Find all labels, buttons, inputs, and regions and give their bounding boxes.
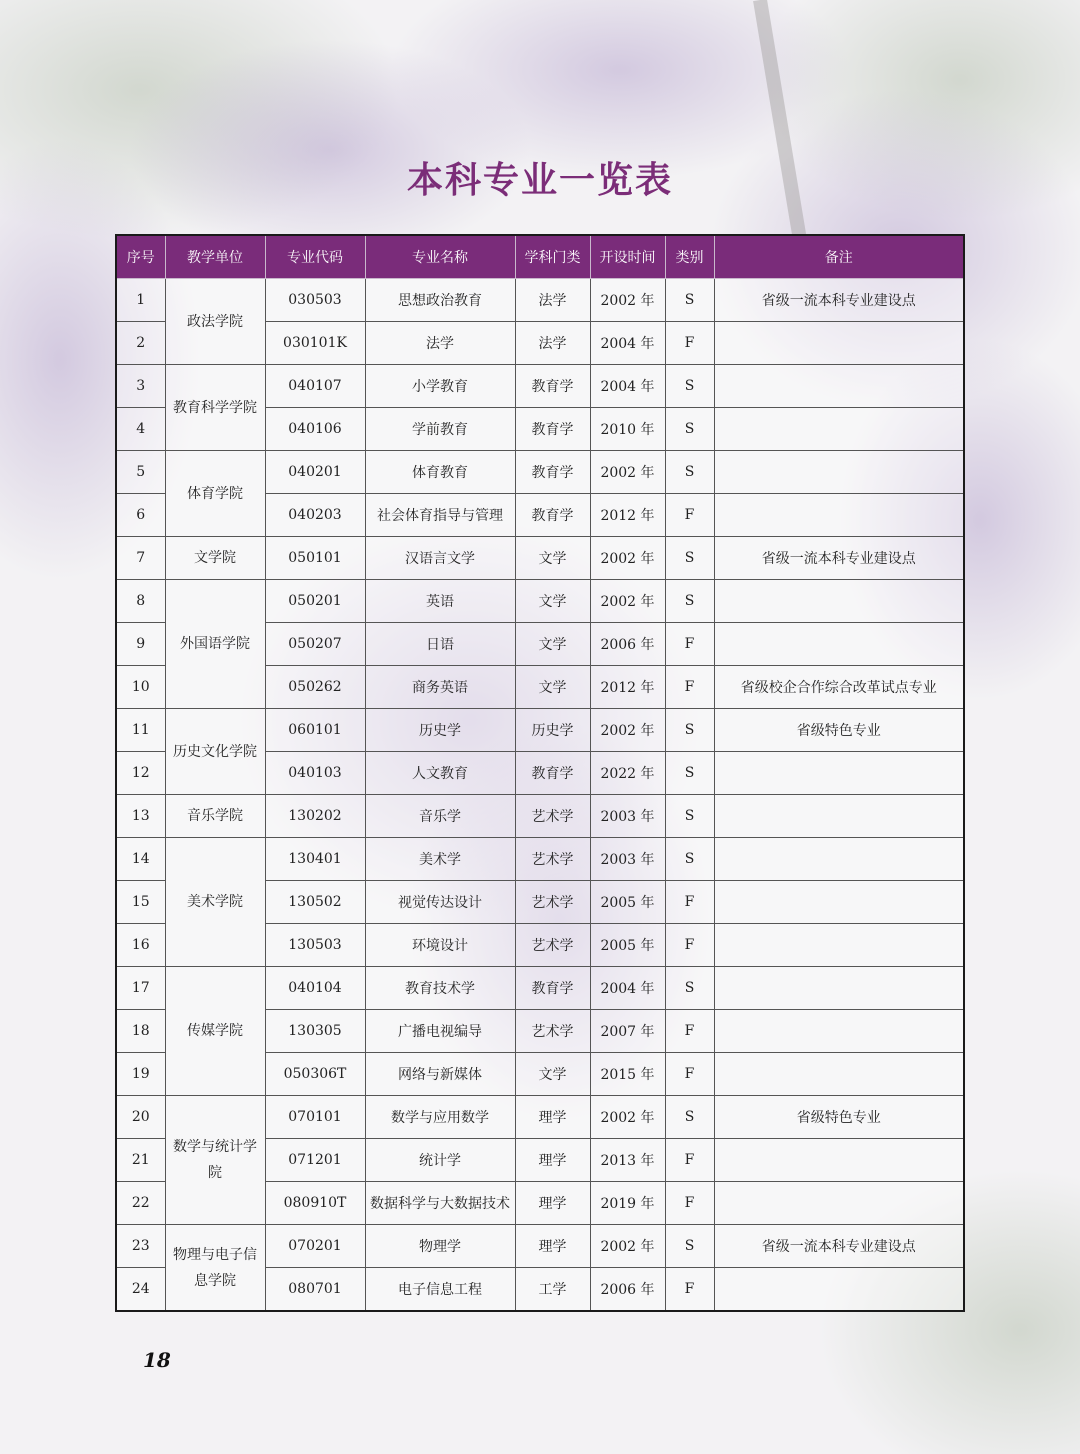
row-number-cell: 10 xyxy=(116,666,165,709)
row-number-cell: 15 xyxy=(116,881,165,924)
table-row xyxy=(116,580,964,623)
header-cell: 专业代码 xyxy=(265,235,365,279)
major-type-cell: S xyxy=(665,580,714,623)
discipline-category-cell: 教育学 xyxy=(515,365,590,408)
remark-cell xyxy=(714,924,964,967)
major-code-cell: 030101K xyxy=(265,322,365,365)
header-cell: 备注 xyxy=(714,235,964,279)
major-type-cell: F xyxy=(665,322,714,365)
major-name-cell: 商务英语 xyxy=(365,666,515,709)
major-name-cell: 音乐学 xyxy=(365,795,515,838)
teaching-unit-cell: 历史文化学院 xyxy=(165,709,265,795)
major-code-cell: 040106 xyxy=(265,408,365,451)
header-cell: 专业名称 xyxy=(365,235,515,279)
teaching-unit-cell: 美术学院 xyxy=(165,838,265,967)
discipline-category-cell: 教育学 xyxy=(515,494,590,537)
header-cell: 序号 xyxy=(116,235,165,279)
major-code-cell: 130305 xyxy=(265,1010,365,1053)
discipline-category-cell: 艺术学 xyxy=(515,838,590,881)
major-code-cell: 050201 xyxy=(265,580,365,623)
remark-cell xyxy=(714,1268,964,1312)
major-name-cell: 法学 xyxy=(365,322,515,365)
major-type-cell: S xyxy=(665,408,714,451)
major-code-cell: 130502 xyxy=(265,881,365,924)
major-type-cell: S xyxy=(665,967,714,1010)
major-type-cell: F xyxy=(665,1182,714,1225)
start-year-cell: 2006 年 xyxy=(590,1268,665,1312)
start-year-cell: 2012 年 xyxy=(590,666,665,709)
start-year-cell: 2002 年 xyxy=(590,537,665,580)
table-row xyxy=(116,795,964,838)
remark-cell xyxy=(714,752,964,795)
major-code-cell: 130202 xyxy=(265,795,365,838)
start-year-cell: 2003 年 xyxy=(590,838,665,881)
discipline-category-cell: 理学 xyxy=(515,1182,590,1225)
discipline-category-cell: 文学 xyxy=(515,1053,590,1096)
remark-cell: 省级校企合作综合改革试点专业 xyxy=(714,666,964,709)
remark-cell xyxy=(714,881,964,924)
major-type-cell: F xyxy=(665,1139,714,1182)
major-type-cell: S xyxy=(665,537,714,580)
row-number-cell: 23 xyxy=(116,1225,165,1268)
major-code-cell: 071201 xyxy=(265,1139,365,1182)
major-code-cell: 130503 xyxy=(265,924,365,967)
row-number-cell: 2 xyxy=(116,322,165,365)
major-name-cell: 广播电视编导 xyxy=(365,1010,515,1053)
remark-cell xyxy=(714,322,964,365)
row-number-cell: 12 xyxy=(116,752,165,795)
row-number-cell: 9 xyxy=(116,623,165,666)
major-name-cell: 物理学 xyxy=(365,1225,515,1268)
page-title: 本科专业一览表 xyxy=(406,160,673,201)
discipline-category-cell: 教育学 xyxy=(515,967,590,1010)
major-type-cell: F xyxy=(665,881,714,924)
remark-cell: 省级特色专业 xyxy=(714,709,964,752)
discipline-category-cell: 艺术学 xyxy=(515,795,590,838)
major-type-cell: S xyxy=(665,1096,714,1139)
row-number-cell: 21 xyxy=(116,1139,165,1182)
major-code-cell: 080701 xyxy=(265,1268,365,1312)
major-name-cell: 日语 xyxy=(365,623,515,666)
major-type-cell: S xyxy=(665,709,714,752)
major-code-cell: 070101 xyxy=(265,1096,365,1139)
row-number-cell: 3 xyxy=(116,365,165,408)
major-code-cell: 040104 xyxy=(265,967,365,1010)
row-number-cell: 13 xyxy=(116,795,165,838)
start-year-cell: 2004 年 xyxy=(590,322,665,365)
major-type-cell: S xyxy=(665,752,714,795)
major-type-cell: F xyxy=(665,924,714,967)
start-year-cell: 2004 年 xyxy=(590,365,665,408)
remark-cell xyxy=(714,967,964,1010)
table-row xyxy=(116,1096,964,1139)
teaching-unit-cell: 教育科学学院 xyxy=(165,365,265,451)
table-row xyxy=(116,537,964,580)
major-name-cell: 英语 xyxy=(365,580,515,623)
remark-cell xyxy=(714,623,964,666)
table-row xyxy=(116,709,964,752)
row-number-cell: 7 xyxy=(116,537,165,580)
discipline-category-cell: 艺术学 xyxy=(515,881,590,924)
major-name-cell: 电子信息工程 xyxy=(365,1268,515,1312)
row-number-cell: 5 xyxy=(116,451,165,494)
major-name-cell: 思想政治教育 xyxy=(365,279,515,322)
discipline-category-cell: 艺术学 xyxy=(515,1010,590,1053)
row-number-cell: 4 xyxy=(116,408,165,451)
major-type-cell: S xyxy=(665,1225,714,1268)
teaching-unit-cell: 外国语学院 xyxy=(165,580,265,709)
start-year-cell: 2007 年 xyxy=(590,1010,665,1053)
discipline-category-cell: 教育学 xyxy=(515,752,590,795)
teaching-unit-cell: 物理与电子信息学院 xyxy=(165,1225,265,1312)
major-name-cell: 人文教育 xyxy=(365,752,515,795)
major-name-cell: 数学与应用数学 xyxy=(365,1096,515,1139)
major-code-cell: 040103 xyxy=(265,752,365,795)
row-number-cell: 18 xyxy=(116,1010,165,1053)
start-year-cell: 2012 年 xyxy=(590,494,665,537)
row-number-cell: 6 xyxy=(116,494,165,537)
start-year-cell: 2006 年 xyxy=(590,623,665,666)
discipline-category-cell: 历史学 xyxy=(515,709,590,752)
remark-cell: 省级特色专业 xyxy=(714,1096,964,1139)
start-year-cell: 2013 年 xyxy=(590,1139,665,1182)
major-code-cell: 060101 xyxy=(265,709,365,752)
major-name-cell: 美术学 xyxy=(365,838,515,881)
start-year-cell: 2022 年 xyxy=(590,752,665,795)
row-number-cell: 24 xyxy=(116,1268,165,1312)
start-year-cell: 2002 年 xyxy=(590,279,665,322)
row-number-cell: 16 xyxy=(116,924,165,967)
remark-cell xyxy=(714,580,964,623)
discipline-category-cell: 法学 xyxy=(515,279,590,322)
row-number-cell: 8 xyxy=(116,580,165,623)
major-name-cell: 环境设计 xyxy=(365,924,515,967)
major-code-cell: 050207 xyxy=(265,623,365,666)
majors-table xyxy=(115,234,965,1312)
table-row xyxy=(116,1225,964,1268)
row-number-cell: 17 xyxy=(116,967,165,1010)
remark-cell: 省级一流本科专业建设点 xyxy=(714,537,964,580)
table-row xyxy=(116,967,964,1010)
discipline-category-cell: 艺术学 xyxy=(515,924,590,967)
teaching-unit-cell: 音乐学院 xyxy=(165,795,265,838)
major-type-cell: S xyxy=(665,451,714,494)
start-year-cell: 2002 年 xyxy=(590,580,665,623)
discipline-category-cell: 理学 xyxy=(515,1096,590,1139)
major-type-cell: S xyxy=(665,365,714,408)
table-header-row xyxy=(116,235,964,279)
start-year-cell: 2019 年 xyxy=(590,1182,665,1225)
major-type-cell: F xyxy=(665,666,714,709)
remark-cell xyxy=(714,1182,964,1225)
teaching-unit-cell: 传媒学院 xyxy=(165,967,265,1096)
major-name-cell: 社会体育指导与管理 xyxy=(365,494,515,537)
remark-cell xyxy=(714,838,964,881)
major-type-cell: F xyxy=(665,1053,714,1096)
start-year-cell: 2003 年 xyxy=(590,795,665,838)
major-type-cell: F xyxy=(665,1010,714,1053)
discipline-category-cell: 文学 xyxy=(515,623,590,666)
row-number-cell: 14 xyxy=(116,838,165,881)
remark-cell xyxy=(714,408,964,451)
start-year-cell: 2002 年 xyxy=(590,1096,665,1139)
teaching-unit-cell: 政法学院 xyxy=(165,279,265,365)
major-code-cell: 040201 xyxy=(265,451,365,494)
major-name-cell: 网络与新媒体 xyxy=(365,1053,515,1096)
major-code-cell: 080910T xyxy=(265,1182,365,1225)
row-number-cell: 19 xyxy=(116,1053,165,1096)
discipline-category-cell: 法学 xyxy=(515,322,590,365)
header-cell: 开设时间 xyxy=(590,235,665,279)
remark-cell: 省级一流本科专业建设点 xyxy=(714,1225,964,1268)
remark-cell xyxy=(714,365,964,408)
teaching-unit-cell: 体育学院 xyxy=(165,451,265,537)
major-name-cell: 视觉传达设计 xyxy=(365,881,515,924)
row-number-cell: 22 xyxy=(116,1182,165,1225)
start-year-cell: 2015 年 xyxy=(590,1053,665,1096)
start-year-cell: 2002 年 xyxy=(590,709,665,752)
major-type-cell: S xyxy=(665,279,714,322)
discipline-category-cell: 理学 xyxy=(515,1225,590,1268)
start-year-cell: 2005 年 xyxy=(590,924,665,967)
discipline-category-cell: 教育学 xyxy=(515,451,590,494)
header-cell: 类别 xyxy=(665,235,714,279)
remark-cell xyxy=(714,494,964,537)
header-cell: 学科门类 xyxy=(515,235,590,279)
major-type-cell: F xyxy=(665,494,714,537)
remark-cell xyxy=(714,795,964,838)
major-code-cell: 040107 xyxy=(265,365,365,408)
table-row xyxy=(116,838,964,881)
major-name-cell: 小学教育 xyxy=(365,365,515,408)
discipline-category-cell: 理学 xyxy=(515,1139,590,1182)
major-code-cell: 050262 xyxy=(265,666,365,709)
major-code-cell: 030503 xyxy=(265,279,365,322)
major-type-cell: F xyxy=(665,623,714,666)
major-name-cell: 历史学 xyxy=(365,709,515,752)
page-number: 18 xyxy=(143,1348,171,1372)
table-row xyxy=(116,279,964,322)
discipline-category-cell: 工学 xyxy=(515,1268,590,1312)
discipline-category-cell: 教育学 xyxy=(515,408,590,451)
row-number-cell: 20 xyxy=(116,1096,165,1139)
major-name-cell: 教育技术学 xyxy=(365,967,515,1010)
major-name-cell: 汉语言文学 xyxy=(365,537,515,580)
header-cell: 教学单位 xyxy=(165,235,265,279)
major-code-cell: 130401 xyxy=(265,838,365,881)
discipline-category-cell: 文学 xyxy=(515,537,590,580)
start-year-cell: 2005 年 xyxy=(590,881,665,924)
table-body xyxy=(116,279,964,1312)
major-name-cell: 体育教育 xyxy=(365,451,515,494)
major-type-cell: S xyxy=(665,838,714,881)
major-code-cell: 050101 xyxy=(265,537,365,580)
remark-cell xyxy=(714,1010,964,1053)
major-code-cell: 050306T xyxy=(265,1053,365,1096)
discipline-category-cell: 文学 xyxy=(515,666,590,709)
table-row xyxy=(116,365,964,408)
remark-cell xyxy=(714,451,964,494)
row-number-cell: 1 xyxy=(116,279,165,322)
remark-cell xyxy=(714,1053,964,1096)
remark-cell xyxy=(714,1139,964,1182)
start-year-cell: 2010 年 xyxy=(590,408,665,451)
remark-cell: 省级一流本科专业建设点 xyxy=(714,279,964,322)
teaching-unit-cell: 数学与统计学院 xyxy=(165,1096,265,1225)
major-type-cell: F xyxy=(665,1268,714,1312)
start-year-cell: 2002 年 xyxy=(590,1225,665,1268)
discipline-category-cell: 文学 xyxy=(515,580,590,623)
major-code-cell: 040203 xyxy=(265,494,365,537)
table-row xyxy=(116,451,964,494)
start-year-cell: 2002 年 xyxy=(590,451,665,494)
major-name-cell: 统计学 xyxy=(365,1139,515,1182)
major-name-cell: 学前教育 xyxy=(365,408,515,451)
major-code-cell: 070201 xyxy=(265,1225,365,1268)
start-year-cell: 2004 年 xyxy=(590,967,665,1010)
major-type-cell: S xyxy=(665,795,714,838)
row-number-cell: 11 xyxy=(116,709,165,752)
teaching-unit-cell: 文学院 xyxy=(165,537,265,580)
major-name-cell: 数据科学与大数据技术 xyxy=(365,1182,515,1225)
